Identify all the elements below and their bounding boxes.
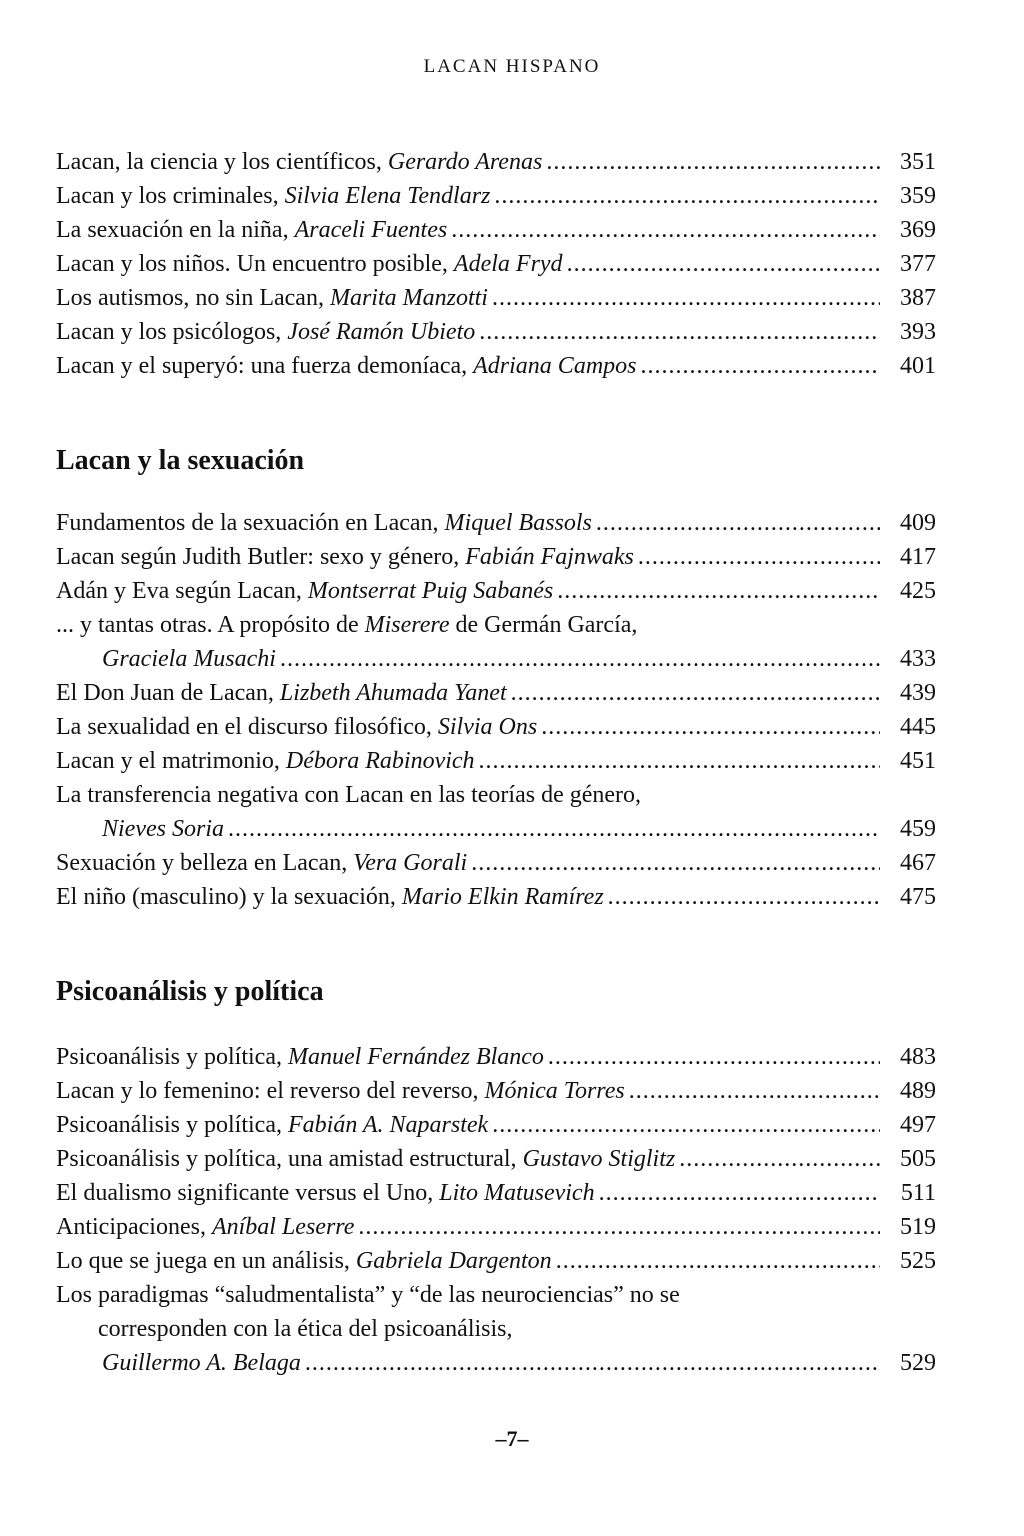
dot-leader — [494, 179, 880, 213]
entry-author: Nieves Soria — [102, 816, 224, 842]
section-heading: Psicoanálisis y política — [56, 976, 324, 1007]
entry-author: Silvia Ons — [437, 714, 538, 740]
dot-leader — [679, 1142, 880, 1176]
entry-title: Los paradigmas “saludmentalista” y “de las neurociencias” no se — [56, 1282, 680, 1308]
entry-title: Los autismos, no sin Lacan, — [56, 285, 330, 311]
entry-title: El Don Juan de Lacan, — [56, 680, 280, 706]
entry-title: La sexualidad en el discurso filosófico, — [56, 714, 438, 740]
entry-author: Adela Fryd — [453, 251, 563, 277]
entry-author: Guillermo A. Belaga — [102, 1350, 301, 1376]
entry-title: Psicoanálisis y política, una amistad estructural, — [56, 1146, 523, 1172]
entry-author: Gustavo Stiglitz — [522, 1146, 676, 1172]
toc-entry — [56, 540, 936, 574]
toc-entry — [56, 1142, 936, 1176]
dot-leader — [358, 1210, 880, 1244]
entry-title: Anticipaciones, — [56, 1214, 212, 1240]
toc-entry — [56, 574, 936, 608]
toc-entry — [56, 846, 936, 880]
toc-entry — [56, 281, 936, 315]
entry-page: 351 — [900, 149, 936, 175]
toc-section-politica — [56, 1040, 936, 1380]
entry-page: 475 — [900, 884, 936, 910]
entry-page: 359 — [900, 183, 936, 209]
entry-title: Lacan y los psicólogos, — [56, 319, 288, 345]
entry-author: Montserrat Puig Sabanés — [307, 578, 554, 604]
entry-title: Lacan y los criminales, — [56, 183, 285, 209]
entry-author: Graciela Musachi — [102, 646, 276, 672]
entry-title: Lacan y lo femenino: el reverso del reverso, — [56, 1078, 485, 1104]
toc-entry-multiline — [56, 608, 936, 676]
dot-leader — [557, 574, 880, 608]
dot-leader — [599, 1176, 880, 1210]
dot-leader — [305, 1346, 880, 1380]
entry-author: Gabriela Dargenton — [355, 1248, 552, 1274]
entry-title: La transferencia negativa con Lacan en las teorías de género, — [56, 782, 642, 808]
entry-page: 377 — [900, 251, 936, 277]
entry-page: 439 — [900, 680, 936, 706]
dot-leader — [471, 846, 880, 880]
entry-author: Mario Elkin Ramírez — [401, 884, 604, 910]
entry-title: Lacan y los niños. Un encuentro posible, — [56, 251, 454, 277]
entry-title: La sexuación en la niña, — [56, 217, 295, 243]
toc-entry — [56, 1244, 936, 1278]
entry-author: Fabián A. Naparstek — [287, 1112, 489, 1138]
entry-page: 525 — [900, 1248, 936, 1274]
entry-page: 467 — [900, 850, 936, 876]
entry-page: 433 — [900, 646, 936, 672]
entry-author: Araceli Fuentes — [294, 217, 448, 243]
dot-leader — [228, 812, 880, 846]
entry-author: Aníbal Leserre — [211, 1214, 355, 1240]
entry-title: Adán y Eva según Lacan, — [56, 578, 308, 604]
entry-title: Lacan y el superyó: una fuerza demoníaca, — [56, 353, 474, 379]
entry-author: Vera Gorali — [353, 850, 468, 876]
dot-leader — [479, 315, 880, 349]
toc-entry — [56, 880, 936, 914]
entry-author: Manuel Fernández Blanco — [287, 1044, 544, 1070]
dot-leader — [511, 676, 880, 710]
entry-author: Lito Matusevich — [439, 1180, 595, 1206]
dot-leader — [567, 247, 880, 281]
toc-entry-multiline — [56, 1278, 936, 1380]
toc-entry — [56, 710, 936, 744]
entry-title: ... y tantas otras. A propósito de — [56, 612, 365, 638]
toc-entry — [56, 1040, 936, 1074]
toc-entry — [56, 315, 936, 349]
toc-entry — [56, 179, 936, 213]
dot-leader — [492, 281, 880, 315]
dot-leader — [479, 744, 880, 778]
running-head: LACAN HISPANO — [423, 56, 601, 77]
toc-entry — [56, 676, 936, 710]
entry-title-italic: Miserere — [364, 612, 450, 638]
entry-page: 445 — [900, 714, 936, 740]
entry-title: El niño (masculino) y la sexuación, — [56, 884, 402, 910]
entry-page: 489 — [900, 1078, 936, 1104]
entry-page: 409 — [900, 510, 936, 536]
entry-author: José Ramón Ubieto — [287, 319, 476, 345]
entry-page: 483 — [900, 1044, 936, 1070]
toc-section-continued — [56, 145, 936, 383]
entry-author: Adriana Campos — [473, 353, 637, 379]
entry-author: Silvia Elena Tendlarz — [284, 183, 491, 209]
entry-page: 519 — [900, 1214, 936, 1240]
entry-author: Marita Manzotti — [329, 285, 488, 311]
entry-page: 417 — [900, 544, 936, 570]
dot-leader — [629, 1074, 880, 1108]
entry-page: 459 — [900, 816, 936, 842]
dot-leader — [492, 1108, 880, 1142]
entry-author: Miquel Bassols — [444, 510, 592, 536]
entry-title: El dualismo significante versus el Uno, — [56, 1180, 440, 1206]
dot-leader — [596, 506, 880, 540]
entry-page: 511 — [900, 1180, 936, 1206]
entry-title: Psicoanálisis y política, — [56, 1044, 288, 1070]
toc-entry — [56, 1108, 936, 1142]
toc-entry — [56, 145, 936, 179]
dot-leader — [280, 642, 880, 676]
dot-leader — [546, 145, 880, 179]
toc-section-sexuacion — [56, 506, 936, 914]
entry-author: Gerardo Arenas — [387, 149, 543, 175]
entry-page: 451 — [900, 748, 936, 774]
entry-title: Lacan según Judith Butler: sexo y género, — [56, 544, 466, 570]
toc-entry — [56, 506, 936, 540]
entry-title: Lacan y el matrimonio, — [56, 748, 286, 774]
entry-title: Lacan, la ciencia y los científicos, — [56, 149, 388, 175]
entry-page: 425 — [900, 578, 936, 604]
entry-title-line — [56, 608, 936, 642]
toc-entry — [56, 1210, 936, 1244]
toc-entry — [56, 213, 936, 247]
entry-page: 387 — [900, 285, 936, 311]
dot-leader — [608, 880, 880, 914]
entry-title: Fundamentos de la sexuación en Lacan, — [56, 510, 445, 536]
dot-leader — [638, 540, 880, 574]
entry-author: Débora Rabinovich — [285, 748, 475, 774]
toc-entry — [56, 1074, 936, 1108]
entry-title: de Germán García, — [449, 612, 638, 638]
entry-page: 401 — [900, 353, 936, 379]
dot-leader — [548, 1040, 880, 1074]
entry-page: 529 — [900, 1350, 936, 1376]
toc-entry-multiline — [56, 778, 936, 846]
entry-title: Lo que se juega en un análisis, — [56, 1248, 356, 1274]
dot-leader — [451, 213, 880, 247]
entry-page: 505 — [900, 1146, 936, 1172]
page-number: –7– — [495, 1426, 529, 1451]
entry-title: Sexuación y belleza en Lacan, — [56, 850, 354, 876]
entry-title: Psicoanálisis y política, — [56, 1112, 288, 1138]
entry-page: 497 — [900, 1112, 936, 1138]
entry-author: Mónica Torres — [484, 1078, 625, 1104]
toc-entry — [56, 744, 936, 778]
entry-page: 369 — [900, 217, 936, 243]
dot-leader — [641, 349, 881, 383]
entry-author: Lizbeth Ahumada Yanet — [279, 680, 507, 706]
dot-leader — [556, 1244, 880, 1278]
section-heading: Lacan y la sexuación — [56, 445, 305, 476]
toc-entry — [56, 349, 936, 383]
toc-entry — [56, 1176, 936, 1210]
entry-title-continuation: corresponden con la ética del psicoanálisis, — [98, 1316, 513, 1342]
toc-entry — [56, 247, 936, 281]
entry-page: 393 — [900, 319, 936, 345]
dot-leader — [541, 710, 880, 744]
entry-author: Fabián Fajnwaks — [465, 544, 634, 570]
